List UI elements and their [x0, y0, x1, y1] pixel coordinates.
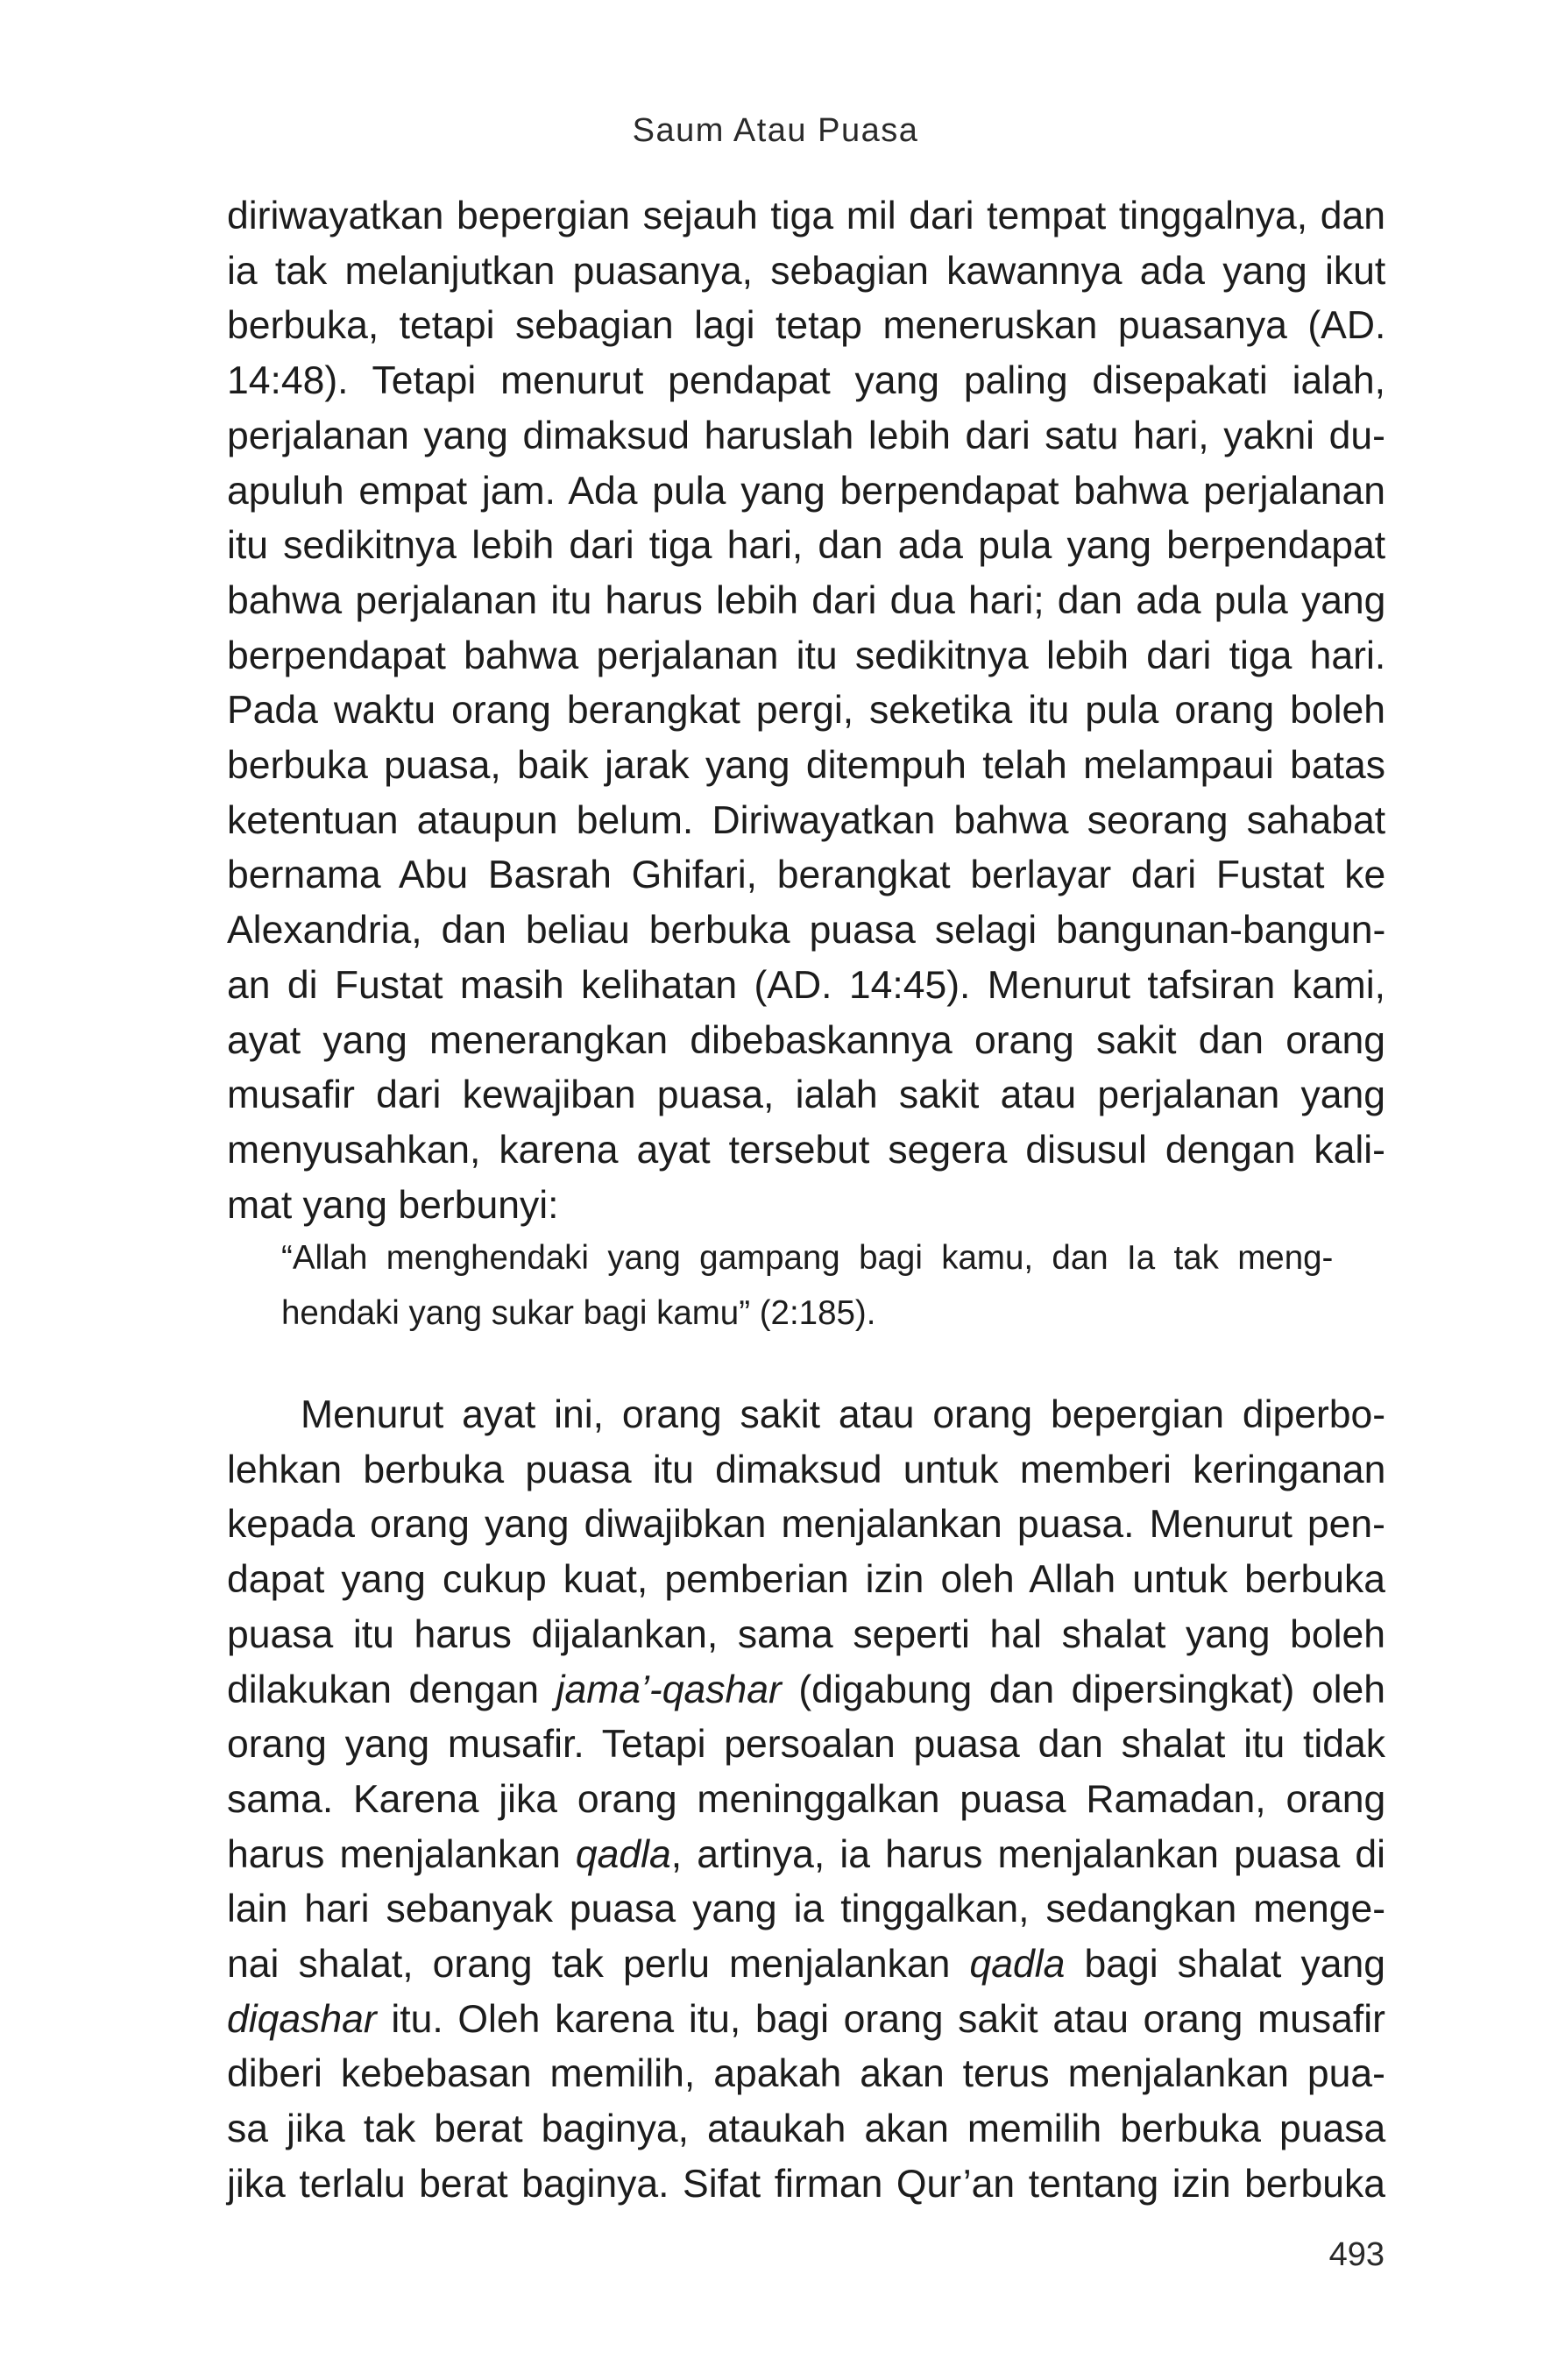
paragraph-1-line: 14:48). Tetapi menurut pendapat yang paling disepakati ialah,: [227, 359, 1385, 403]
text-run: nai shalat, orang tak perlu menjalankan: [227, 1943, 970, 1987]
paragraph-1-line: bahwa perjalanan itu harus lebih dari dua hari; dan ada pula yang: [227, 578, 1386, 622]
paragraph-1-line: menyusahkan, karena ayat tersebut segera disusul dengan kali-: [227, 1128, 1385, 1172]
paragraph-2-line: puasa itu harus dijalankan, sama seperti hal shalat yang boleh: [227, 1612, 1385, 1656]
italic-term: qadla: [575, 1832, 671, 1876]
paragraph-1-line: apuluh empat jam. Ada pula yang berpendapat bahwa perjalanan: [227, 469, 1385, 513]
paragraph-2-line: lain hari sebanyak puasa yang ia tinggalkan, sedangkan menge-: [227, 1888, 1386, 1931]
paragraph-1-line: musafir dari kewajiban puasa, ialah sakit atau perjalanan yang: [227, 1073, 1385, 1117]
paragraph-2-line: sama. Karena jika orang meninggalkan puasa Ramadan, orang: [227, 1777, 1386, 1821]
paragraph-1-line: Alexandria, dan beliau berbuka puasa selagi bangunan-bangun-: [227, 909, 1386, 953]
text-run: harus menjalankan: [227, 1832, 576, 1876]
text-run: bagi shalat yang: [1065, 1943, 1386, 1987]
page-number: 493: [1328, 2236, 1385, 2273]
paragraph-1-line: Pada waktu orang berangkat pergi, seketika itu pula orang boleh: [227, 689, 1385, 733]
paragraph-1-line: berpendapat bahwa perjalanan itu sedikitnya lebih dari tiga hari.: [227, 634, 1386, 677]
quote-line: “Allah menghendaki yang gampang bagi kamu, dan Ia tak meng-: [281, 1239, 1334, 1277]
paragraph-2: [227, 1388, 1385, 2213]
paragraph-2-line-with-term: [227, 1937, 1385, 1993]
paragraph-2-line: Menurut ayat ini, orang sakit atau orang bepergian diperbo-: [301, 1393, 1386, 1436]
paragraph-1-line: berbuka, tetapi sebagian lagi tetap meneruskan puasanya (AD.: [227, 304, 1386, 348]
paragraph-2-line-with-term: [227, 1993, 1385, 2048]
paragraph-1-line: mat yang berbunyi:: [227, 1183, 559, 1227]
paragraph-2-line: sa jika tak berat baginya, ataukah akan memilih berbuka puasa: [227, 2107, 1386, 2151]
paragraph-1-line: ketentuan ataupun belum. Diriwayatkan bahwa seorang sahabat: [227, 798, 1386, 842]
paragraph-1-line: perjalanan yang dimaksud haruslah lebih dari satu hari, yakni du-: [227, 414, 1385, 457]
quran-quote: [281, 1230, 1333, 1341]
text-run: (digabung dan dipersingkat) oleh: [781, 1668, 1386, 1711]
paragraph-1-line: ayat yang menerangkan dibebaskannya orang sakit dan orang: [227, 1018, 1386, 1062]
paragraph-2-line: kepada orang yang diwajibkan menjalankan puasa. Menurut pen-: [227, 1503, 1385, 1547]
paragraph-2-line-with-term: [227, 1828, 1385, 1883]
paragraph-1-line: diriwayatkan bepergian sejauh tiga mil dari tempat tinggalnya, dan: [227, 195, 1385, 237]
italic-term: jama’-qashar: [556, 1668, 782, 1711]
text-run: , artinya, ia harus menjalankan puasa di: [670, 1832, 1385, 1876]
paragraph-2-line: dapat yang cukup kuat, pemberian izin oleh Allah untuk berbuka: [227, 1558, 1385, 1602]
paragraph-1-line: an di Fustat masih kelihatan (AD. 14:45). Menurut tafsiran kami,: [227, 963, 1385, 1007]
paragraph-1-line: berbuka puasa, baik jarak yang ditempuh telah melampaui batas: [227, 744, 1385, 788]
paragraph-1-line: itu sedikitnya lebih dari tiga hari, dan ada pula yang berpendapat: [227, 524, 1386, 568]
paragraph-1-line: ia tak melanjutkan puasanya, sebagian kawannya ada yang ikut: [227, 249, 1386, 293]
paragraph-2-line: lehkan berbuka puasa itu dimaksud untuk memberi keringanan: [227, 1448, 1386, 1491]
paragraph-2-line: orang yang musafir. Tetapi persoalan puasa dan shalat itu tidak: [227, 1723, 1385, 1767]
italic-term: diqashar: [227, 1997, 377, 2041]
paragraph-1-line: bernama Abu Basrah Ghifari, berangkat berlayar dari Fustat ke: [227, 854, 1386, 897]
text-run: itu. Oleh karena itu, bagi orang sakit atau orang musafir: [376, 1997, 1385, 2041]
paragraph-2-line-with-term: [227, 1663, 1385, 1718]
paragraph-2-line: jika terlalu berat baginya. Sifat firman Qur’an tentang izin berbuka: [227, 2162, 1385, 2206]
text-run: dilakukan dengan: [227, 1668, 556, 1711]
running-header: Saum Atau Puasa: [632, 112, 919, 149]
paragraph-2-line: diberi kebebasan memilih, apakah akan terus menjalankan pua-: [227, 2052, 1385, 2096]
italic-term: qadla: [969, 1943, 1066, 1987]
quote-line: hendaki yang sukar bagi kamu” (2:185).: [281, 1294, 876, 1332]
paragraph-1: [227, 189, 1385, 1233]
